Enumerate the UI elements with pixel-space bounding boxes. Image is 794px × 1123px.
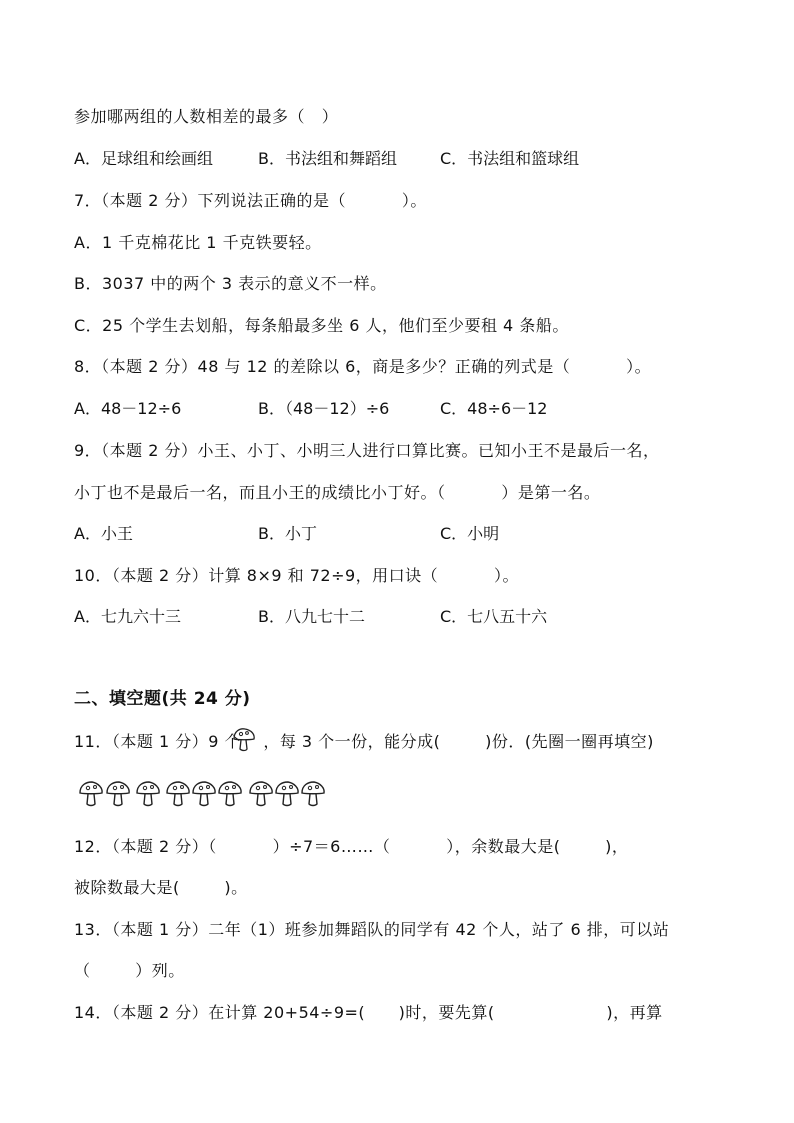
option-b: B．八九七十二 (258, 607, 365, 626)
question-9-continued: 小丁也不是最后一名，而且小王的成绩比小丁好。（ ）是第一名。 (74, 483, 601, 502)
option-a: A．足球组和绘画组 (74, 149, 213, 168)
mushroom-icon (248, 780, 274, 808)
mushroom-icon (232, 727, 256, 753)
question-13-continued: （ ）列。 (74, 961, 185, 980)
question-12: 12．（本题 2 分）（ ）÷7＝6……（ ），余数最大是( )， (74, 837, 629, 856)
question-14: 14．（本题 2 分）在计算 20+54÷9=( )时，要先算( )，再算 (74, 1003, 663, 1022)
mushroom-icon (165, 780, 191, 808)
option-c: C．48÷6－12 (440, 399, 548, 418)
question-7-option-c: C．25 个学生去划船，每条船最多坐 6 人，他们至少要租 4 条船。 (74, 316, 569, 335)
mushroom-icon (78, 780, 104, 808)
mushroom-icon (274, 780, 300, 808)
option-c: C．小明 (440, 524, 500, 543)
option-b: B．（48－12）÷6 (258, 399, 390, 418)
mushroom-icon (217, 780, 243, 808)
question-7: 7．（本题 2 分）下列说法正确的是（ ）。 (74, 191, 427, 210)
question-8: 8．（本题 2 分）48 与 12 的差除以 6，商是多少？正确的列式是（ ）。 (74, 357, 652, 376)
mushroom-icon (300, 780, 326, 808)
mushroom-icon (105, 780, 131, 808)
question-10: 10．（本题 2 分）计算 8×9 和 72÷9，用口诀（ ）。 (74, 566, 520, 585)
option-c: C．七八五十六 (440, 607, 548, 626)
option-c: C．书法组和篮球组 (440, 149, 580, 168)
section-title: 二、填空题(共 24 分) (74, 689, 251, 709)
mushroom-icon (135, 780, 161, 808)
question-6-stem: 参加哪两组的人数相差的最多（ ） (74, 107, 339, 126)
question-7-option-a: A．1 千克棉花比 1 千克铁要轻。 (74, 233, 322, 252)
option-a: A．48－12÷6 (74, 399, 182, 418)
option-b: B．小丁 (258, 524, 317, 543)
question-12-continued: 被除数最大是( )。 (74, 878, 248, 897)
option-a: A．七九六十三 (74, 607, 181, 626)
option-a: A．小王 (74, 524, 133, 543)
option-b: B．书法组和舞蹈组 (258, 149, 397, 168)
mushroom-icon (191, 780, 217, 808)
question-13: 13．（本题 1 分）二年（1）班参加舞蹈队的同学有 42 个人，站了 6 排，可以站 (74, 920, 670, 939)
question-9: 9．（本题 2 分）小王、小丁、小明三人进行口算比赛。已知小王不是最后一名， (74, 441, 660, 460)
question-11: 11．（本题 1 分）9 个 ，每 3 个一份，能分成( )份．(先圈一圈再填空) (74, 732, 654, 751)
question-7-option-b: B．3037 中的两个 3 表示的意义不一样。 (74, 274, 387, 293)
